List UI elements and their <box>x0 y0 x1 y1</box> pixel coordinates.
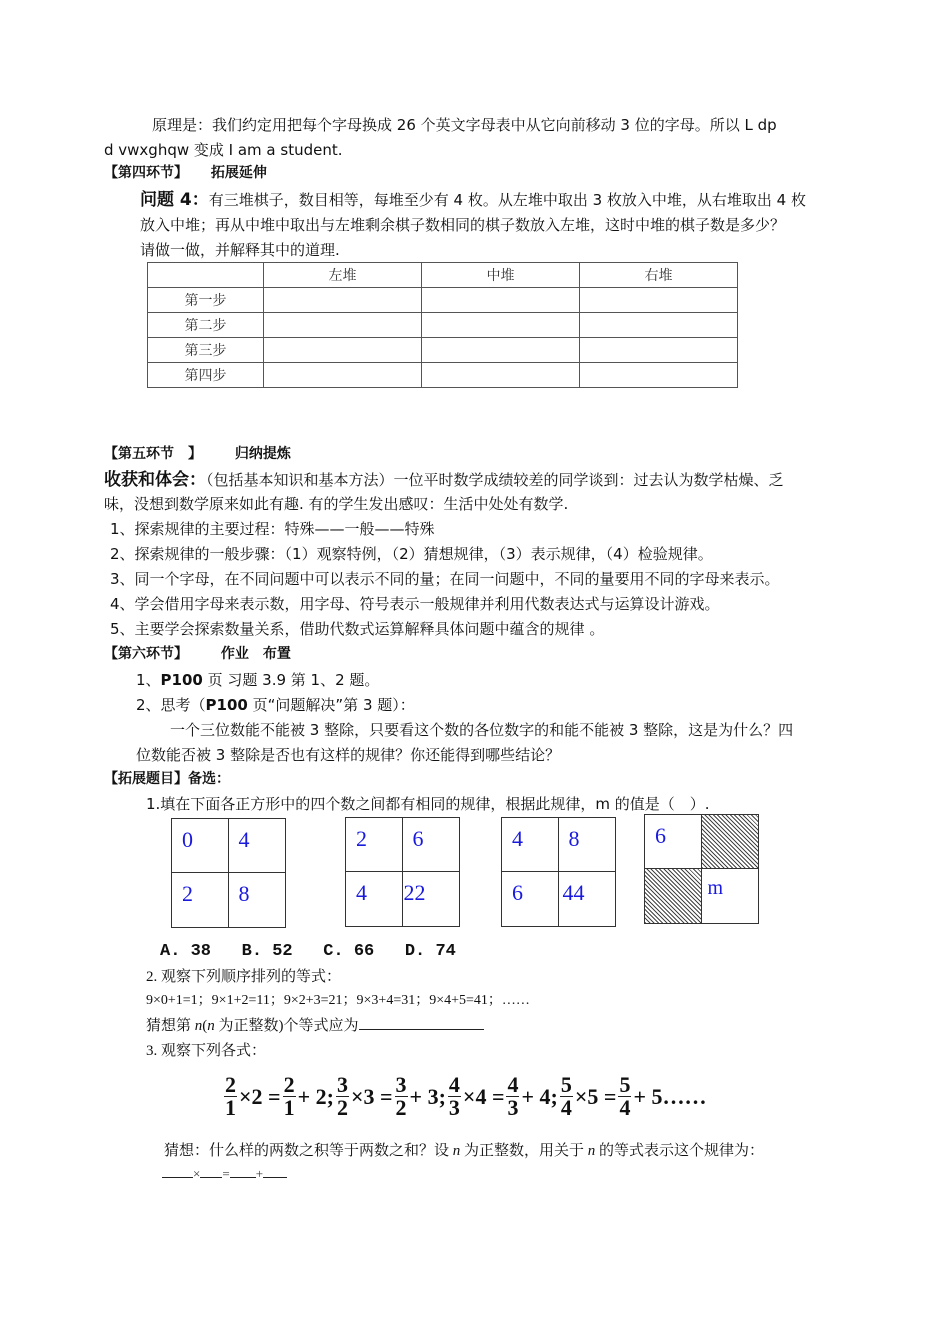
guess-text: 猜想第 <box>146 1018 195 1034</box>
section6-title: 作业 布置 <box>220 646 291 662</box>
number-square-1 <box>171 818 286 928</box>
denominator: 2 <box>336 1095 348 1120</box>
unknown-m: m <box>707 877 724 899</box>
homework-item-1 <box>136 668 379 692</box>
section5-title: 归纳提炼 <box>234 446 291 462</box>
numerator: 2 <box>283 1072 295 1097</box>
guess-text: 为正整数，用关于 <box>460 1143 588 1159</box>
section4-title: 拓展延伸 <box>210 165 267 181</box>
problem4-line-3: 请做一做，并解释其中的道理. <box>140 241 340 259</box>
principle-line-2: d vwxghqw 变成 I am a student. <box>104 141 343 159</box>
problem4-label: 问题 4： <box>140 190 209 210</box>
hatched-cell <box>702 815 759 869</box>
section4-heading <box>104 162 267 184</box>
variable-n: n <box>207 1018 215 1034</box>
answer-options: A. 38 B. 52 C. 66 D. 74 <box>160 942 456 961</box>
plus-sign: + <box>255 1166 264 1181</box>
square-value: 0 <box>182 827 193 852</box>
table-cell[interactable] <box>580 363 738 388</box>
table-cell[interactable] <box>264 363 422 388</box>
number-square-2 <box>345 817 460 927</box>
guess-text: 为正整数)个等式应为 <box>214 1018 359 1034</box>
step-label: 第一步 <box>148 288 264 313</box>
fraction <box>224 1074 237 1119</box>
fraction <box>395 1074 408 1119</box>
denominator: 3 <box>448 1095 460 1120</box>
square-value: 8 <box>238 881 250 906</box>
summary-point-5: 5、主要学会探索数量关系，借助代数式运算解释具体问题中蕴含的规律 。 <box>110 620 605 638</box>
table-cell[interactable] <box>264 338 422 363</box>
question-3-title: 3. 观察下列各式： <box>146 1043 267 1059</box>
harvest-line-2: 味，没想到数学原来如此有趣. 有的学生发出感叹：生活中处处有数学. <box>104 495 569 513</box>
problem4-line-1 <box>140 188 806 212</box>
operator: ×2 = <box>239 1083 281 1109</box>
operator: ×5 = <box>574 1083 617 1109</box>
question-1: 1.填在下面各正方形中的四个数之间都有相同的规律，根据此规律，m 的值是（ ）. <box>146 795 710 813</box>
denominator: 1 <box>225 1095 236 1120</box>
table-cell[interactable] <box>264 313 422 338</box>
question-2-title: 2. 观察下列顺序排列的等式： <box>146 969 342 985</box>
question-2-guess <box>146 1015 484 1037</box>
table-header-row <box>148 263 738 288</box>
variable-n: n <box>587 1143 596 1159</box>
number-square-4 <box>644 814 759 924</box>
table-row <box>148 338 738 363</box>
section4-label: 【第四环节】 <box>104 165 188 181</box>
square-value: 4 <box>238 827 250 852</box>
step-label: 第二步 <box>148 313 264 338</box>
square-value: 4 <box>356 880 367 905</box>
table-cell[interactable] <box>580 313 738 338</box>
table-header-cell: 右堆 <box>580 263 738 288</box>
answer-blank[interactable] <box>200 1177 222 1178</box>
square-value: 22 <box>403 880 426 905</box>
homework-item-2 <box>136 693 415 717</box>
table-cell[interactable] <box>422 288 580 313</box>
step-label: 第四步 <box>148 363 264 388</box>
answer-blank[interactable] <box>230 1177 256 1178</box>
homework-prefix: 1、 <box>136 671 161 689</box>
fraction <box>448 1074 461 1119</box>
harvest-label: 收获和体会： <box>104 470 206 490</box>
square-value: 6 <box>412 826 424 851</box>
principle-line-1: 原理是：我们约定用把每个字母换成 26 个英文字母表中从它向前移动 3 位的字母。所以 L dp <box>152 116 777 134</box>
summary-point-1: 1、探索规律的主要过程：特殊——一般——特殊 <box>110 520 435 538</box>
denominator: 4 <box>619 1095 631 1120</box>
question-2-equations: 9×0+1=1；9×1+2=11；9×2+3=21；9×3+4=31；9×4+5=41；…… <box>146 993 530 1008</box>
summary-point-3: 3、同一个字母，在不同问题中可以表示不同的量；在同一问题中，不同的量要用不同的字母来表示。 <box>110 570 780 588</box>
extension-heading: 【拓展题目】备选： <box>104 771 230 787</box>
section5-heading <box>104 443 291 465</box>
section5-label: 【第五环节 】 <box>104 446 202 462</box>
denominator: 1 <box>283 1095 295 1120</box>
answer-blank[interactable] <box>359 1029 484 1030</box>
step-label: 第三步 <box>148 338 264 363</box>
problem4-text-1: 有三堆棋子，数目相等，每堆至少有 4 枚。从左堆中取出 3 枚放入中堆，从右堆取出 4 枚 <box>208 191 806 209</box>
operator: ×3 = <box>350 1083 393 1109</box>
operator: + 4; <box>521 1083 558 1109</box>
fraction <box>506 1074 519 1119</box>
page-ref: P100 <box>205 696 248 714</box>
question-3-guess <box>164 1140 764 1162</box>
fraction <box>618 1074 631 1119</box>
fraction-formula <box>222 1074 706 1119</box>
table-cell[interactable] <box>580 338 738 363</box>
page-ref: P100 <box>160 671 203 689</box>
square-value: 44 <box>562 880 585 905</box>
operator: + 5…… <box>633 1083 707 1109</box>
number-square-3 <box>501 817 616 927</box>
numerator: 5 <box>560 1072 572 1097</box>
table-header-cell <box>148 263 264 288</box>
think-line-2: 位数能否被 3 整除是否也有这样的规律？你还能得到哪些结论？ <box>136 746 561 764</box>
variable-n: n <box>452 1143 461 1159</box>
section6-label: 【第六环节】 <box>104 646 188 662</box>
homework-text: 页“问题解决”第 3 题）： <box>247 696 415 714</box>
denominator: 2 <box>395 1095 407 1120</box>
square-value: 8 <box>568 826 580 851</box>
guess-text: 猜想：什么样的两数之积等于两数之和？设 <box>164 1143 453 1159</box>
table-cell[interactable] <box>422 363 580 388</box>
table-cell[interactable] <box>422 338 580 363</box>
numerator: 3 <box>336 1072 348 1097</box>
square-value: 4 <box>512 826 523 851</box>
numerator: 2 <box>225 1072 236 1097</box>
fraction <box>560 1074 573 1119</box>
problem4-line-2: 放入中堆；再从中堆中取出与左堆剩余棋子数相同的棋子数放入左堆，这时中堆的棋子数是多少？ <box>140 216 786 234</box>
square-value: 2 <box>356 826 367 851</box>
answer-blank[interactable] <box>263 1177 287 1178</box>
operator: + 3; <box>409 1083 446 1109</box>
table-cell[interactable] <box>580 288 738 313</box>
square-value: 2 <box>182 881 193 906</box>
table-row <box>148 363 738 388</box>
variable-n: n <box>194 1018 203 1034</box>
denominator: 3 <box>507 1095 519 1120</box>
harvest-line-1 <box>104 468 784 492</box>
question-3-answer-template <box>162 1164 287 1184</box>
table-row <box>148 313 738 338</box>
equals-sign: = <box>222 1166 230 1181</box>
table-cell[interactable] <box>264 288 422 313</box>
table-header-cell: 中堆 <box>422 263 580 288</box>
answer-blank[interactable] <box>162 1177 193 1178</box>
square-value: 6 <box>655 823 666 848</box>
think-line-1: 一个三位数能不能被 3 整除，只要看这个数的各位数字的和能不能被 3 整除，这是为什么？四 <box>170 721 794 739</box>
guess-text: ( <box>202 1018 208 1034</box>
table-cell[interactable] <box>422 313 580 338</box>
summary-point-2: 2、探索规律的一般步骤：（1）观察特例，（2）猜想规律，（3）表示规律，（4）检验规律。 <box>110 545 713 563</box>
numerator: 4 <box>507 1072 519 1097</box>
harvest-text-1: （包括基本知识和基本方法）一位平时数学成绩较差的同学谈到：过去认为数学枯燥、乏 <box>206 471 784 489</box>
operator: ×4 = <box>462 1083 505 1109</box>
table-row <box>148 288 738 313</box>
numerator: 5 <box>619 1072 631 1097</box>
summary-point-4: 4、学会借用字母来表示数，用字母、符号表示一般规律并利用代数表达式与运算设计游戏。 <box>110 595 720 613</box>
numerator: 4 <box>448 1072 460 1097</box>
fraction <box>336 1074 349 1119</box>
operator: + 2; <box>297 1083 334 1109</box>
pile-steps-table <box>147 262 738 388</box>
guess-text: 的等式表示这个规律为： <box>595 1143 765 1159</box>
fraction <box>283 1074 296 1119</box>
denominator: 4 <box>560 1095 572 1120</box>
homework-text: 页 习题 3.9 第 1、2 题。 <box>202 671 380 689</box>
section6-heading <box>104 643 291 665</box>
numerator: 3 <box>395 1072 407 1097</box>
square-value: 6 <box>512 880 523 905</box>
times-sign: × <box>193 1166 201 1181</box>
table-header-cell: 左堆 <box>264 263 422 288</box>
hatched-cell <box>645 869 702 923</box>
homework-prefix: 2、思考（ <box>136 696 206 714</box>
